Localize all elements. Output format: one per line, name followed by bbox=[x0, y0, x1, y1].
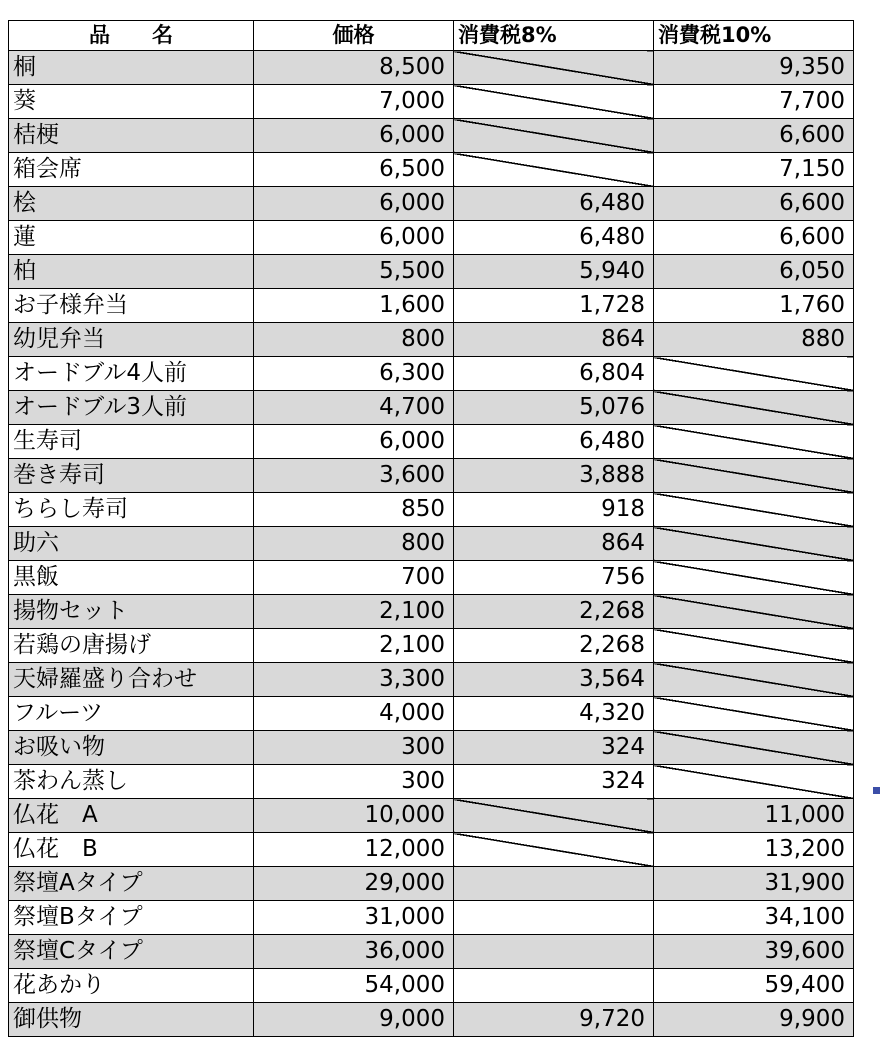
item-name-cell[interactable]: 若鶏の唐揚げ bbox=[9, 629, 254, 663]
header-tax10-cell[interactable]: 消費税10% bbox=[654, 21, 854, 51]
fill-handle[interactable] bbox=[873, 787, 880, 794]
header-tax8-cell[interactable]: 消費税8% bbox=[454, 21, 654, 51]
price-cell[interactable]: 2,100 bbox=[254, 595, 454, 629]
item-name-cell[interactable]: 花あかり bbox=[9, 969, 254, 1003]
table-row bbox=[9, 935, 854, 969]
item-name-cell[interactable]: 蓮 bbox=[9, 221, 254, 255]
item-name-cell[interactable]: 葵 bbox=[9, 85, 254, 119]
tax10-cell[interactable] bbox=[654, 765, 854, 799]
tax8-cell[interactable] bbox=[454, 799, 654, 833]
table-row bbox=[9, 731, 854, 765]
tax8-cell[interactable]: 5,940 bbox=[454, 255, 654, 289]
tax10-cell[interactable]: 31,900 bbox=[654, 867, 854, 901]
tax10-cell[interactable]: 7,150 bbox=[654, 153, 854, 187]
table-row bbox=[9, 561, 854, 595]
tax10-cell[interactable]: 11,000 bbox=[654, 799, 854, 833]
tax8-cell[interactable]: 2,268 bbox=[454, 629, 654, 663]
tax8-cell[interactable] bbox=[454, 833, 654, 867]
table-row bbox=[9, 697, 854, 731]
table-row bbox=[9, 119, 854, 153]
tax10-cell[interactable]: 1,760 bbox=[654, 289, 854, 323]
tax8-cell[interactable]: 3,564 bbox=[454, 663, 654, 697]
item-name-cell[interactable]: 天婦羅盛り合わせ bbox=[9, 663, 254, 697]
tax10-cell[interactable]: 6,600 bbox=[654, 119, 854, 153]
table-row bbox=[9, 493, 854, 527]
tax10-cell[interactable] bbox=[654, 561, 854, 595]
price-cell[interactable]: 5,500 bbox=[254, 255, 454, 289]
tax8-cell[interactable] bbox=[454, 153, 654, 187]
tax10-cell[interactable]: 6,050 bbox=[654, 255, 854, 289]
price-cell[interactable]: 700 bbox=[254, 561, 454, 595]
tax10-cell[interactable]: 880 bbox=[654, 323, 854, 357]
table-row bbox=[9, 187, 854, 221]
price-cell[interactable]: 12,000 bbox=[254, 833, 454, 867]
table-row bbox=[9, 289, 854, 323]
price-cell[interactable]: 6,000 bbox=[254, 187, 454, 221]
price-cell[interactable]: 4,000 bbox=[254, 697, 454, 731]
price-cell[interactable]: 850 bbox=[254, 493, 454, 527]
table-row bbox=[9, 527, 854, 561]
table-row bbox=[9, 765, 854, 799]
header-price-cell[interactable]: 価格 bbox=[254, 21, 454, 51]
tax10-cell[interactable]: 9,350 bbox=[654, 51, 854, 85]
table-row bbox=[9, 969, 854, 1003]
tax8-cell[interactable]: 6,480 bbox=[454, 187, 654, 221]
tax10-cell[interactable] bbox=[654, 459, 854, 493]
item-name-cell[interactable]: 柏 bbox=[9, 255, 254, 289]
item-name-cell[interactable]: 仏花 A bbox=[9, 799, 254, 833]
price-cell[interactable]: 300 bbox=[254, 765, 454, 799]
tax10-cell[interactable]: 39,600 bbox=[654, 935, 854, 969]
item-name-cell[interactable]: 生寿司 bbox=[9, 425, 254, 459]
tax8-cell[interactable]: 6,804 bbox=[454, 357, 654, 391]
tax10-cell[interactable]: 6,600 bbox=[654, 187, 854, 221]
price-cell[interactable]: 7,000 bbox=[254, 85, 454, 119]
tax8-cell[interactable] bbox=[454, 85, 654, 119]
table-row bbox=[9, 221, 854, 255]
item-name-cell[interactable]: 助六 bbox=[9, 527, 254, 561]
tax10-cell[interactable]: 59,400 bbox=[654, 969, 854, 1003]
tax10-cell[interactable]: 13,200 bbox=[654, 833, 854, 867]
item-name-cell[interactable]: 御供物 bbox=[9, 1003, 254, 1037]
price-table bbox=[8, 20, 854, 1037]
price-cell[interactable]: 800 bbox=[254, 323, 454, 357]
tax8-cell[interactable]: 5,076 bbox=[454, 391, 654, 425]
price-cell[interactable]: 29,000 bbox=[254, 867, 454, 901]
tax10-cell[interactable]: 9,900 bbox=[654, 1003, 854, 1037]
tax8-cell[interactable]: 864 bbox=[454, 527, 654, 561]
price-cell[interactable]: 6,300 bbox=[254, 357, 454, 391]
price-cell[interactable]: 6,000 bbox=[254, 221, 454, 255]
header-name-cell[interactable]: 品 名 bbox=[9, 21, 254, 51]
table-row bbox=[9, 459, 854, 493]
tax8-cell[interactable] bbox=[454, 51, 654, 85]
price-cell[interactable]: 31,000 bbox=[254, 901, 454, 935]
item-name-cell[interactable]: オードブル4人前 bbox=[9, 357, 254, 391]
price-cell[interactable]: 8,500 bbox=[254, 51, 454, 85]
table-row bbox=[9, 391, 854, 425]
item-name-cell[interactable]: 桐 bbox=[9, 51, 254, 85]
item-name-cell[interactable]: 箱会席 bbox=[9, 153, 254, 187]
item-name-cell[interactable]: 祭壇Aタイプ bbox=[9, 867, 254, 901]
price-cell[interactable]: 10,000 bbox=[254, 799, 454, 833]
table-row bbox=[9, 255, 854, 289]
table-row bbox=[9, 663, 854, 697]
price-cell[interactable]: 9,000 bbox=[254, 1003, 454, 1037]
tax10-cell[interactable] bbox=[654, 595, 854, 629]
tax8-cell[interactable] bbox=[454, 867, 654, 901]
header-row bbox=[9, 21, 854, 51]
tax8-cell[interactable]: 6,480 bbox=[454, 425, 654, 459]
item-name-cell[interactable]: お吸い物 bbox=[9, 731, 254, 765]
table-row bbox=[9, 85, 854, 119]
table-row bbox=[9, 51, 854, 85]
table-row bbox=[9, 425, 854, 459]
tax8-cell[interactable]: 2,268 bbox=[454, 595, 654, 629]
tax10-cell[interactable]: 7,700 bbox=[654, 85, 854, 119]
tax10-cell[interactable] bbox=[654, 663, 854, 697]
item-name-cell[interactable]: お子様弁当 bbox=[9, 289, 254, 323]
table-body bbox=[9, 51, 854, 1037]
table-row bbox=[9, 867, 854, 901]
table-row bbox=[9, 833, 854, 867]
tax10-cell[interactable] bbox=[654, 493, 854, 527]
table-row bbox=[9, 901, 854, 935]
tax8-cell[interactable] bbox=[454, 935, 654, 969]
tax8-cell[interactable]: 918 bbox=[454, 493, 654, 527]
table-row bbox=[9, 1003, 854, 1037]
table-row bbox=[9, 595, 854, 629]
price-cell[interactable]: 6,500 bbox=[254, 153, 454, 187]
item-name-cell[interactable]: 祭壇Cタイプ bbox=[9, 935, 254, 969]
tax8-cell[interactable]: 324 bbox=[454, 731, 654, 765]
tax8-cell[interactable]: 324 bbox=[454, 765, 654, 799]
tax8-cell[interactable]: 1,728 bbox=[454, 289, 654, 323]
item-name-cell[interactable]: フルーツ bbox=[9, 697, 254, 731]
price-cell[interactable]: 1,600 bbox=[254, 289, 454, 323]
tax10-cell[interactable] bbox=[654, 697, 854, 731]
table-row bbox=[9, 323, 854, 357]
tax10-cell[interactable] bbox=[654, 425, 854, 459]
price-cell[interactable]: 300 bbox=[254, 731, 454, 765]
tax10-cell[interactable] bbox=[654, 391, 854, 425]
table-row bbox=[9, 799, 854, 833]
item-name-cell[interactable]: 桔梗 bbox=[9, 119, 254, 153]
tax8-cell[interactable]: 4,320 bbox=[454, 697, 654, 731]
item-name-cell[interactable]: 桧 bbox=[9, 187, 254, 221]
tax10-cell[interactable]: 34,100 bbox=[654, 901, 854, 935]
price-cell[interactable]: 54,000 bbox=[254, 969, 454, 1003]
tax8-cell[interactable] bbox=[454, 901, 654, 935]
tax8-cell[interactable]: 9,720 bbox=[454, 1003, 654, 1037]
item-name-cell[interactable]: ちらし寿司 bbox=[9, 493, 254, 527]
tax10-cell[interactable]: 6,600 bbox=[654, 221, 854, 255]
tax10-cell[interactable] bbox=[654, 629, 854, 663]
tax10-cell[interactable] bbox=[654, 527, 854, 561]
price-cell[interactable]: 6,000 bbox=[254, 119, 454, 153]
item-name-cell[interactable]: 祭壇Bタイプ bbox=[9, 901, 254, 935]
table-row bbox=[9, 629, 854, 663]
table-row bbox=[9, 153, 854, 187]
price-cell[interactable]: 2,100 bbox=[254, 629, 454, 663]
item-name-cell[interactable]: 黒飯 bbox=[9, 561, 254, 595]
price-cell[interactable]: 800 bbox=[254, 527, 454, 561]
price-cell[interactable]: 3,300 bbox=[254, 663, 454, 697]
price-cell[interactable]: 6,000 bbox=[254, 425, 454, 459]
item-name-cell[interactable]: 幼児弁当 bbox=[9, 323, 254, 357]
tax8-cell[interactable] bbox=[454, 119, 654, 153]
item-name-cell[interactable]: 茶わん蒸し bbox=[9, 765, 254, 799]
tax8-cell[interactable] bbox=[454, 969, 654, 1003]
tax10-cell[interactable] bbox=[654, 731, 854, 765]
item-name-cell[interactable]: 巻き寿司 bbox=[9, 459, 254, 493]
table-row bbox=[9, 357, 854, 391]
price-cell[interactable]: 36,000 bbox=[254, 935, 454, 969]
tax8-cell[interactable]: 864 bbox=[454, 323, 654, 357]
item-name-cell[interactable]: 仏花 B bbox=[9, 833, 254, 867]
tax8-cell[interactable]: 756 bbox=[454, 561, 654, 595]
price-cell[interactable]: 4,700 bbox=[254, 391, 454, 425]
item-name-cell[interactable]: オードブル3人前 bbox=[9, 391, 254, 425]
tax8-cell[interactable]: 6,480 bbox=[454, 221, 654, 255]
tax10-cell[interactable] bbox=[654, 357, 854, 391]
price-cell[interactable]: 3,600 bbox=[254, 459, 454, 493]
item-name-cell[interactable]: 揚物セット bbox=[9, 595, 254, 629]
tax8-cell[interactable]: 3,888 bbox=[454, 459, 654, 493]
